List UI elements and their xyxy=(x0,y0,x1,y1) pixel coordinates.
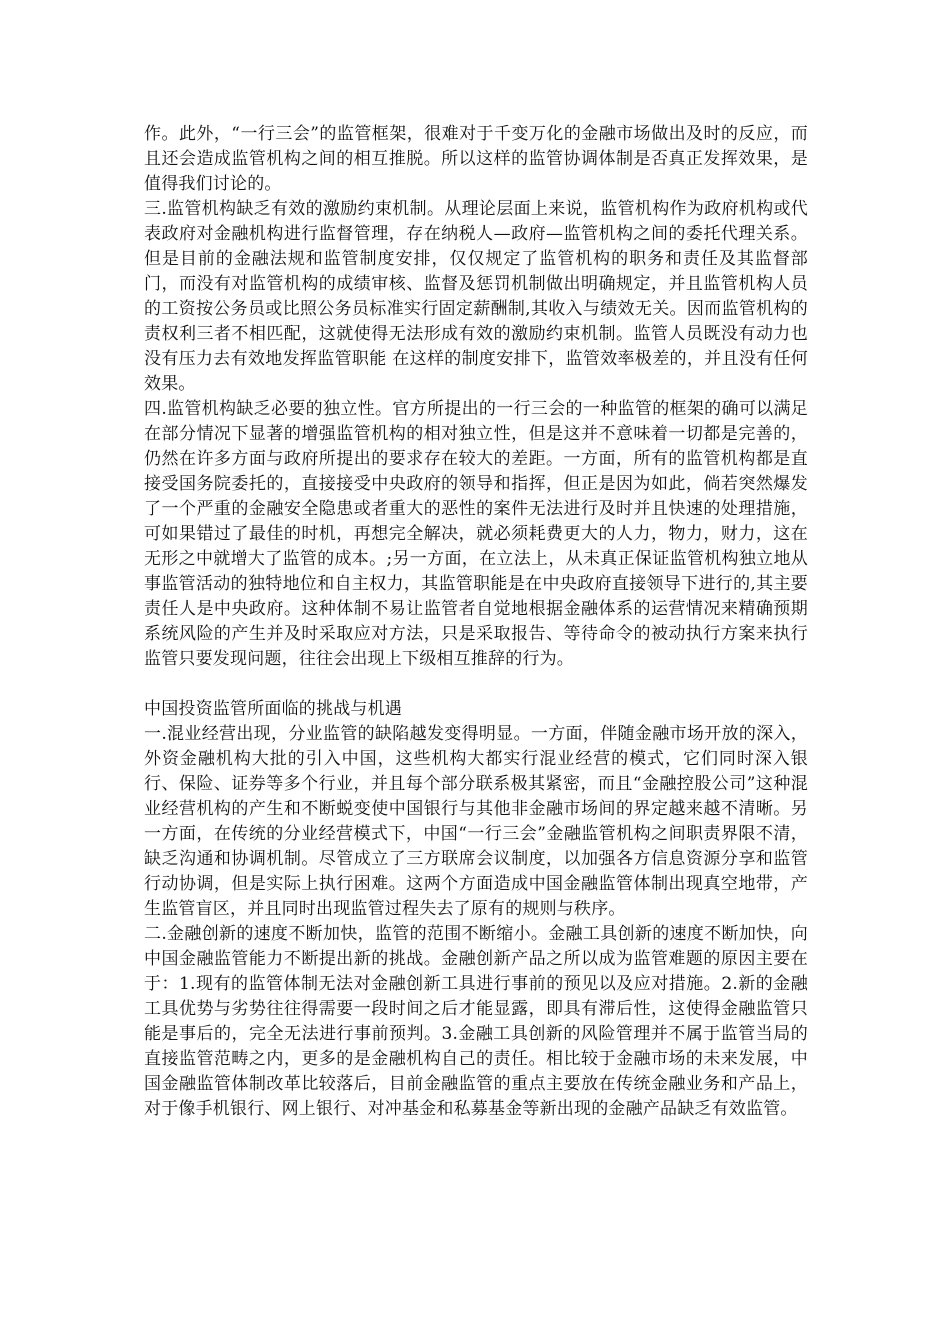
section-title: 中国投资监管所面临的挑战与机遇 xyxy=(144,699,402,719)
paragraph-independence: 四.监管机构缺乏必要的独立性。官方所提出的一行三会的一种监管的框架的确可以满足在部分情况下显著的增强监管机构的相对独立性，但是这并不意味着一切都是完善的，仍然在许多方面与政府所提出的要求存在较大的差距。一方面，所有的监管机构都是直接受国务院委托的，直接接受中央政府的领导和指挥，但正是因为如此，倘若突然爆发了一个严重的金融安全隐患或者重大的恶性的案件无法进行及时并且快速的处理措施，可如果错过了最佳的时机，再想完全解决，就必须耗费更大的人力，物力，财力，这在无形之中就增大了监管的成本。;另一方面，在立法上，从未真正保证监管机构独立地从事监管活动的独特地位和自主权力，其监管职能是在中央政府直接领导下进行的,其主要责任人是中央政府。这种体制不易让监管者自觉地根据金融体系的运营情况来精确预期系统风险的产生并及时采取应对方法，只是采取报告、等待命令的被动执行方案来执行监管只要发现问题，往往会出现上下级相互推辞的行为。 xyxy=(144,399,808,669)
paragraph-framework-coordination: 作。此外，“一行三会”的监管框架，很难对于千变万化的金融市场做出及时的反应，而且还会造成监管机构之间的相互推脱。所以这样的监管协调体制是否真正发挥效果，是值得我们讨论的。 xyxy=(144,124,808,194)
paragraph-mixed-operation: 一.混业经营出现，分业监管的缺陷越发变得明显。一方面，伴随金融市场开放的深入，外资金融机构大批的引入中国，这些机构大都实行混业经营的模式，它们同时深入银行、保险、证券等多个行业，并且每个部分联系极其紧密，而且“金融控股公司”这种混业经营机构的产生和不断蜕变使中国银行与其他非金融市场间的界定越来越不清晰。另一方面，在传统的分业经营模式下，中国“一行三会”金融监管机构之间职责界限不清，缺乏沟通和协调机制。尽管成立了三方联席会议制度，以加强各方信息资源分享和监管行动协调，但是实际上执行困难。这两个方面造成中国金融监管体制出现真空地带，产生监管盲区，并且同时出现监管过程失去了原有的规则与秩序。 xyxy=(144,724,808,919)
paragraph-financial-innovation: 二.金融创新的速度不断加快，监管的范围不断缩小。金融工具创新的速度不断加快，向中国金融监管能力不断提出新的挑战。金融创新产品之所以成为监管难题的原因主要在于：1.现有的监管体制无法对金融创新工具进行事前的预见以及应对措施。2.新的金融工具优势与劣势往往得需要一段时间之后才能显露，即具有滞后性，这使得金融监管只能是事后的，完全无法进行事前预判。3.金融工具创新的风险管理并不属于监管当局的直接监管范畴之内，更多的是金融机构自己的责任。相比较于金融市场的未来发展，中国金融监管体制改革比较落后，目前金融监管的重点主要放在传统金融业务和产品上，对于像手机银行、网上银行、对冲基金和私募基金等新出现的金融产品缺乏有效监管。 xyxy=(144,924,808,1119)
paragraph-incentive-mechanism: 三.监管机构缺乏有效的激励约束机制。从理论层面上来说，监管机构作为政府机构或代表政府对金融机构进行监督管理，存在纳税人—政府—监管机构之间的委托代理关系。但是目前的金融法规和监管制度安排，仅仅规定了监管机构的职务和责任及其监督部门，而没有对监管机构的成绩审核、监督及惩罚机制做出明确规定，并且监管机构人员的工资按公务员或比照公务员标准实行固定薪酬制,其收入与绩效无关。因而监管机构的责权利三者不相匹配，这就使得无法形成有效的激励约束机制。监管人员既没有动力也没有压力去有效地发挥监管职能 在这样的制度安排下，监管效率极差的，并且没有任何效果。 xyxy=(144,199,808,394)
document-page xyxy=(144,122,808,1122)
paragraph-spacer xyxy=(144,672,808,697)
